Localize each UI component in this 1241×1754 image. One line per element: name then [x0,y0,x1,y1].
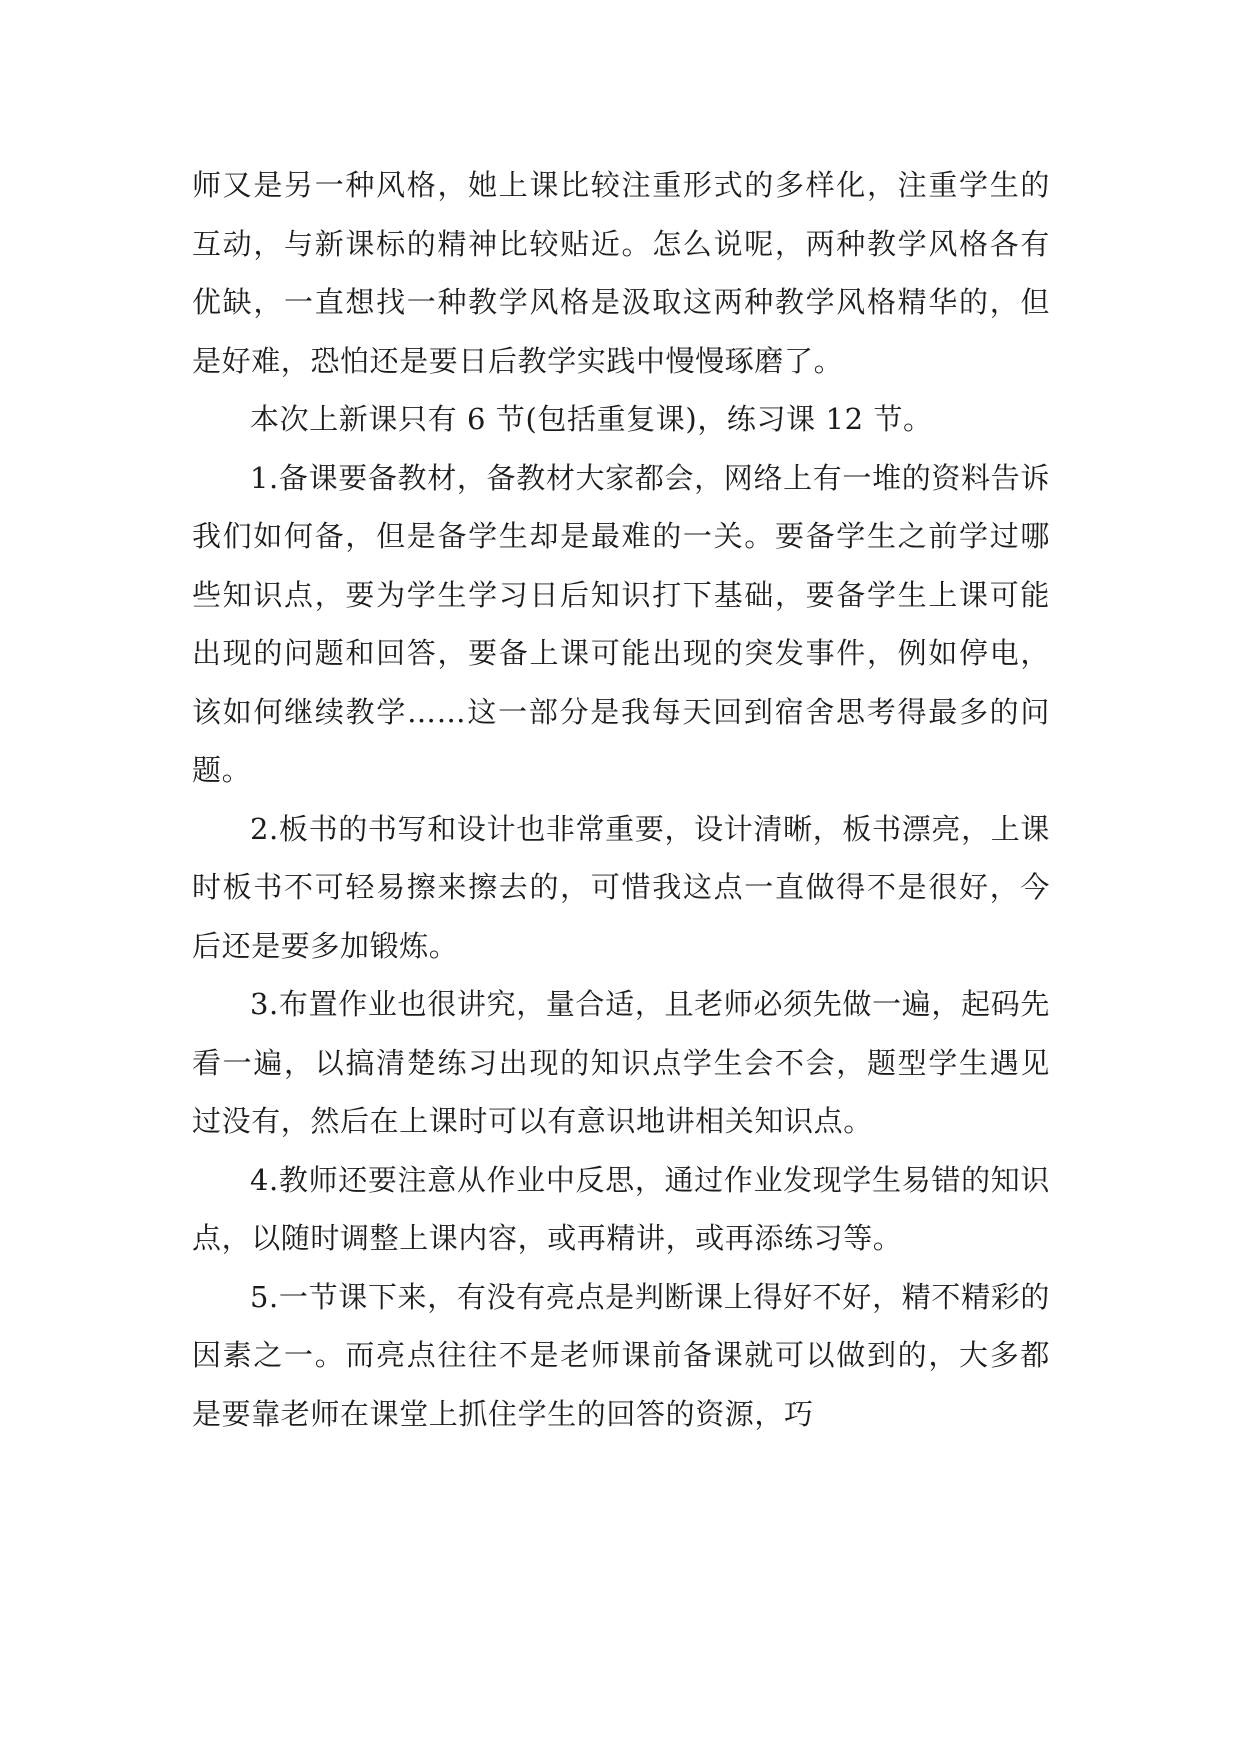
paragraph-continuation: 师又是另一种风格，她上课比较注重形式的多样化，注重学生的互动，与新课标的精神比较贴近。怎么说呢，两种教学风格各有优缺，一直想找一种教学风格是汲取这两种教学风格精华的，但是好难，恐怕还是要日后教学实践中慢慢琢磨了。 [192,168,1050,378]
paragraph-point-4: 4.教师还要注意从作业中反思，通过作业发现学生易错的知识点，以随时调整上课内容，或再精讲，或再添练习等。 [192,1162,1050,1255]
paragraph-point-2: 2.板书的书写和设计也非常重要，设计清晰，板书漂亮，上课时板书不可轻易擦来擦去的，可惜我这点一直做得不是很好，今后还是要多加锻炼。 [192,811,1050,963]
document-body [192,156,1050,1443]
paragraph-point-1: 1.备课要备教材，备教材大家都会，网络上有一堆的资料告诉我们如何备，但是备学生却是最难的一关。要备学生之前学过哪些知识点，要为学生学习日后知识打下基础，要备学生上课可能出现的问题和回答，要备上课可能出现的突发事件，例如停电，该如何继续教学……这一部分是我每天回到宿舍思考得最多的问题。 [192,460,1050,787]
paragraph-point-5: 5.一节课下来，有没有亮点是判断课上得好不好，精不精彩的因素之一。而亮点往往不是老师课前备课就可以做到的，大多都是要靠老师在课堂上抓住学生的回答的资源，巧 [192,1279,1050,1431]
paragraph-point-3: 3.布置作业也很讲究，量合适，且老师必须先做一遍，起码先看一遍，以搞清楚练习出现的知识点学生会不会，题型学生遇见过没有，然后在上课时可以有意识地讲相关知识点。 [192,987,1050,1138]
paragraph-lesson-count: 本次上新课只有 6 节(包括重复课)，练习课 12 节。 [250,402,933,436]
